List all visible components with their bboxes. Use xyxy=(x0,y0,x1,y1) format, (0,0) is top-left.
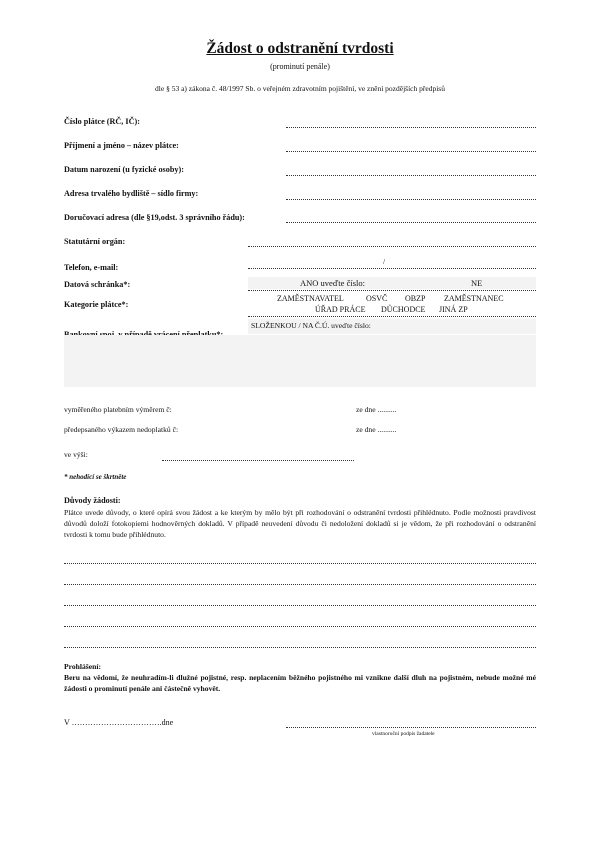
bank-detail-area[interactable] xyxy=(64,335,536,387)
kategorie-option-urad-prace[interactable]: ÚŘAD PRÁCE xyxy=(315,305,366,314)
prohlaseni-text: Beru na vědomí, že neuhradím-li dlužné pojistné, resp. neplacením běžného pojistného mi vznikne další dluh na pojistném, nebude možné mé žádosti o prominutí penále ani částečně vyhovět. xyxy=(64,673,536,693)
datum-narozeni-input-line[interactable] xyxy=(286,175,536,176)
adresa-input-line[interactable] xyxy=(286,199,536,200)
page-title: Žádost o odstranění tvrdosti xyxy=(206,40,394,57)
vykaz-ze-dne: ze dne .......... xyxy=(356,425,397,434)
page-subtitle: (prominutí penále) xyxy=(270,62,330,71)
kategorie-option-jina-zp[interactable]: JINÁ ZP xyxy=(439,305,468,314)
vymer-label: vyměřeného platebním výměrem č: xyxy=(64,405,172,414)
signature-line[interactable] xyxy=(286,727,536,728)
prohlaseni-heading: Prohlášení: xyxy=(64,662,101,671)
field-label-cislo-platce: Číslo plátce (RČ, IČ): xyxy=(64,117,140,126)
vykaz-label: předepsaného výkazem nedoplatků č: xyxy=(64,425,179,434)
field-label-adresa: Adresa trvalého bydliště – sídlo firmy: xyxy=(64,189,199,198)
duvody-line[interactable] xyxy=(64,584,536,585)
kategorie-option-zamestnanec[interactable]: ZAMĚSTNANEC xyxy=(444,294,504,303)
prijmeni-input-line[interactable] xyxy=(286,151,536,152)
duvody-line[interactable] xyxy=(64,626,536,627)
field-label-statutarni: Statutární orgán: xyxy=(64,237,126,246)
cislo-platce-input-line[interactable] xyxy=(286,127,536,128)
kategorie-option-duchodce[interactable]: DŮCHODCE xyxy=(381,305,426,314)
kategorie-option-obzp[interactable]: OBZP xyxy=(405,294,426,303)
telefon-input-line[interactable] xyxy=(248,268,536,269)
strike-note: * nehodící se škrtněte xyxy=(64,473,127,481)
law-reference: dle § 53 a) zákona č. 48/1997 Sb. o veřejném zdravotním pojištění, ve znění pozdějších předpisů xyxy=(155,84,445,93)
field-label-datum-narozeni: Datum narození (u fyzické osoby): xyxy=(64,165,184,174)
datova-option-ano[interactable]: ANO uveďte číslo: xyxy=(300,278,365,288)
field-label-kategorie: Kategorie plátce*: xyxy=(64,300,129,309)
duvody-line[interactable] xyxy=(64,605,536,606)
duvody-line[interactable] xyxy=(64,647,536,648)
place-date-field[interactable]: V …………………………….dne xyxy=(64,718,174,727)
ve-vysi-label: ve výši: xyxy=(64,450,88,459)
field-label-datova: Datová schránka*: xyxy=(64,280,131,289)
field-label-dorucovaci: Doručovací adresa (dle §19,odst. 3 správního řádu): xyxy=(64,213,245,222)
ve-vysi-input-line[interactable] xyxy=(162,460,354,461)
kategorie-line xyxy=(248,316,536,317)
field-label-prijmeni: Příjmení a jméno – název plátce: xyxy=(64,141,179,150)
datova-line xyxy=(248,290,536,291)
kategorie-option-zamestnavatel[interactable]: ZAMĚSTNAVATEL xyxy=(277,294,344,303)
duvody-instructions: Plátce uvede důvody, o které opírá svou žádost a ke kterým by mělo být při rozhodování o odstranění tvrdosti přihlédnuto. Podle možnosti pravdivost důvodů doloží fotokopiemi hodnověrných dokladů. V případě neuvedení důvodu či nedoložení dokladů si je vědom, že při rozhodování o odstranění tvrdosti k tomu bude přihlédnuto. xyxy=(64,508,536,539)
telefon-separator: / xyxy=(383,257,386,266)
field-label-telefon: Telefon, e-mail: xyxy=(64,263,119,272)
statutarni-input-line[interactable] xyxy=(248,246,536,247)
duvody-heading: Důvody žádosti: xyxy=(64,496,121,505)
datova-option-ne[interactable]: NE xyxy=(471,278,483,288)
dorucovaci-input-line[interactable] xyxy=(286,222,536,223)
kategorie-option-osvc[interactable]: OSVČ xyxy=(366,294,388,303)
duvody-line[interactable] xyxy=(64,563,536,564)
vymer-ze-dne: ze dne .......... xyxy=(356,405,397,414)
bank-method-text: SLOŽENKOU / NA Č.Ú. uveďte číslo: xyxy=(251,321,371,330)
signature-caption: vlastnoruční podpis žadatele xyxy=(372,731,435,737)
datova-field-box[interactable] xyxy=(248,277,536,289)
